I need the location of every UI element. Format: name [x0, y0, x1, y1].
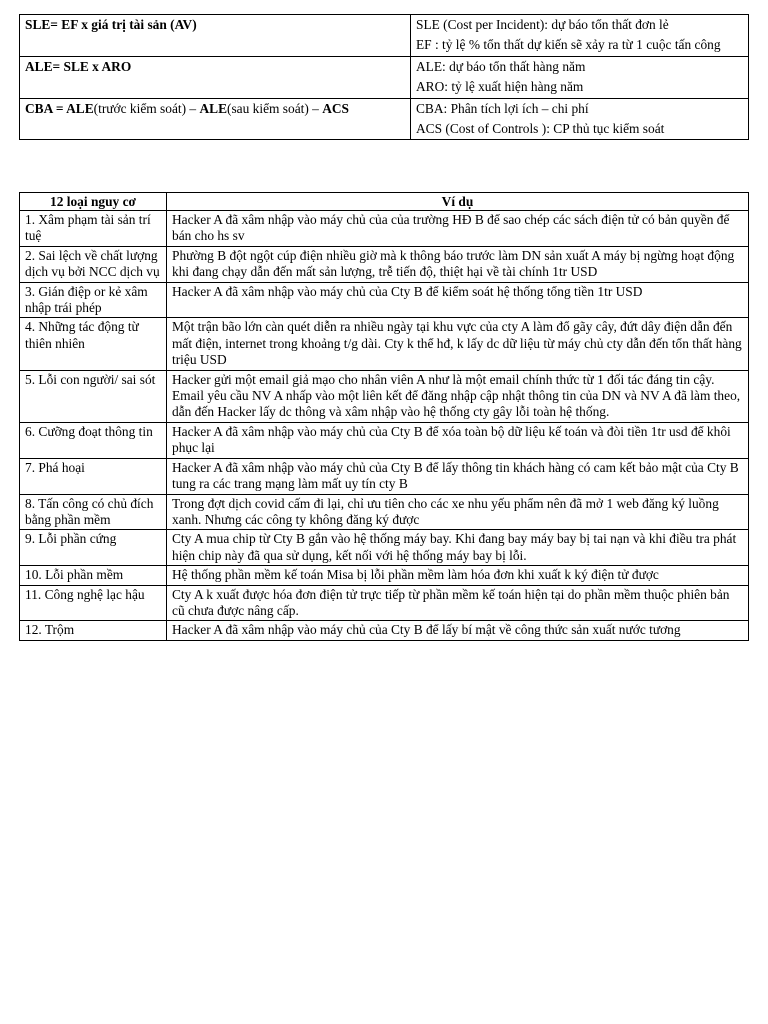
column-header-example: Ví dụ [167, 193, 749, 211]
example-cell: Hacker A đã xâm nhập vào máy chủ của Cty B để lấy bí mật về công thức sản xuất nước tương [167, 621, 749, 640]
definition-text: SLE (Cost per Incident): dự báo tổn thất đơn lẻ [416, 17, 669, 32]
risk-type-cell: 4. Những tác động từ thiên nhiên [20, 318, 167, 370]
formula-cell [20, 56, 411, 98]
risk-table-header [20, 193, 749, 211]
risk-row [20, 370, 749, 422]
example-cell: Phường B đột ngột cúp điện nhiều giờ mà k thông báo trước làm DN sản xuất A máy bị ngừng hoạt động khi đang chạy dẫn đến mất sản lượng, trễ tiến độ, thiệt hại về tài chính 1tr USD [167, 246, 749, 282]
definition-cell [411, 98, 749, 140]
formula-text: CBA = ALE [25, 100, 94, 116]
risk-type-cell: 3. Gián điệp or kẻ xâm nhập trái phép [20, 282, 167, 318]
formula-text: SLE= EF x giá trị tài sản (AV) [25, 17, 197, 32]
risk-table-body [20, 211, 749, 641]
formula-row [20, 15, 749, 57]
column-header-risk-type: 12 loại nguy cơ [20, 193, 167, 211]
risk-row [20, 282, 749, 318]
example-cell: Hacker A đã xâm nhập vào máy chủ của Cty B để lấy thông tin khách hàng có cam kết bảo mật của Cty B tung ra các trang mạng làm mất uy tín cty B [167, 458, 749, 494]
risk-types-table [19, 192, 749, 641]
example-cell: Hacker gửi một email giả mạo cho nhân viên A như là một email chính thức từ 1 đối tác đáng tin cậy. Email yêu cầu NV A nhấp vào một liên kết để đăng nhập cập nhật thông tin của DN và NV A đã làm theo, dẫn đến Hacker lấy dc thông và xâm nhập vào hệ thống cty gây lỗi toàn hệ thống. [167, 370, 749, 422]
risk-row [20, 585, 749, 621]
example-cell: Cty A k xuất được hóa đơn điện tử trực tiếp từ phần mềm kế toán hiện tại do phần mềm thuộc phiên bản cũ chưa được nâng cấp. [167, 585, 749, 621]
definition-cell [411, 15, 749, 57]
risk-type-cell: 12. Trộm [20, 621, 167, 640]
example-cell: Hệ thống phần mềm kế toán Misa bị lỗi phần mềm làm hóa đơn khi xuất k ký điện tử được [167, 566, 749, 585]
example-cell: Cty A mua chip từ Cty B gắn vào hệ thống máy bay. Khi đang bay máy bay bị tai nạn và khi điều tra phát hiện chip này đã qua sử dụng, kết nối với hệ thống máy bay bị lỗi. [167, 530, 749, 566]
formula-text: ALE= SLE x ARO [25, 58, 132, 74]
definition-text: EF : tỷ lệ % tổn thất dự kiến sẽ xảy ra từ 1 cuộc tấn công [416, 37, 721, 53]
risk-type-cell: 5. Lỗi con người/ sai sót [20, 370, 167, 422]
risk-type-cell: 7. Phá hoại [20, 458, 167, 494]
example-cell: Một trận bão lớn càn quét diễn ra nhiều ngày tại khu vực của cty A làm đổ gãy cây, đứt dây điện dẫn đến mất điện, internet trong khoảng t/g dài. Cty k thể hđ, k lấy dc dữ liệu từ máy chủ cty dẫn đến tổn thất hàng triệu USD [167, 318, 749, 370]
example-cell: Hacker A đã xâm nhập vào máy chủ của Cty B để xóa toàn bộ dữ liệu kế toán và đòi tiền 1tr usd để khôi phục lại [167, 422, 749, 458]
formula-table [19, 14, 749, 140]
example-cell: Hacker A đã xâm nhập vào máy chủ của của trường HĐ B để sao chép các sách điện tử có bản quyền để bán cho hs sv [167, 211, 749, 247]
risk-row [20, 621, 749, 640]
risk-row [20, 211, 749, 247]
definition-text: CBA: Phân tích lợi ích – chi phí [416, 100, 589, 116]
formula-text: (trước kiểm soát) – [93, 100, 200, 116]
formula-row [20, 98, 749, 140]
risk-row [20, 246, 749, 282]
example-cell: Trong đợt dịch covid cấm đi lại, chỉ ưu tiên cho các xe nhu yếu phẩm nên đã mở 1 web đăng ký luồng xanh. Nhưng các công ty không đăng ký được [167, 494, 749, 530]
definition-text: ACS (Cost of Controls ): CP thủ tục kiểm soát [416, 121, 665, 137]
definition-cell [411, 56, 749, 98]
risk-row [20, 494, 749, 530]
definition-text: ARO: tỷ lệ xuất hiện hàng năm [416, 79, 584, 95]
example-cell: Hacker A đã xâm nhập vào máy chủ của Cty B để kiểm soát hệ thống tổng tiền 1tr USD [167, 282, 749, 318]
risk-type-cell: 10. Lỗi phần mềm [20, 566, 167, 585]
formula-text: ALE [199, 100, 228, 116]
formula-cell [20, 15, 411, 57]
risk-type-cell: 11. Công nghệ lạc hậu [20, 585, 167, 621]
risk-type-cell: 8. Tấn công có chủ đích bằng phần mềm [20, 494, 167, 530]
risk-type-cell: 9. Lỗi phần cứng [20, 530, 167, 566]
formula-text: (sau kiểm soát) – [227, 100, 323, 116]
risk-row [20, 566, 749, 585]
risk-type-cell: 6. Cưỡng đoạt thông tin [20, 422, 167, 458]
formula-text: ACS [322, 100, 350, 116]
risk-type-cell: 1. Xâm phạm tài sản trí tuệ [20, 211, 167, 247]
formula-cell [20, 98, 411, 140]
header-row [20, 193, 749, 211]
risk-type-cell: 2. Sai lệch về chất lượng dịch vụ bởi NCC dịch vụ [20, 246, 167, 282]
risk-row [20, 422, 749, 458]
risk-row [20, 530, 749, 566]
risk-row [20, 458, 749, 494]
risk-row [20, 318, 749, 370]
formula-row [20, 56, 749, 98]
definition-text: ALE: dự báo tổn thất hàng năm [416, 58, 586, 74]
formula-table-body [20, 15, 749, 140]
